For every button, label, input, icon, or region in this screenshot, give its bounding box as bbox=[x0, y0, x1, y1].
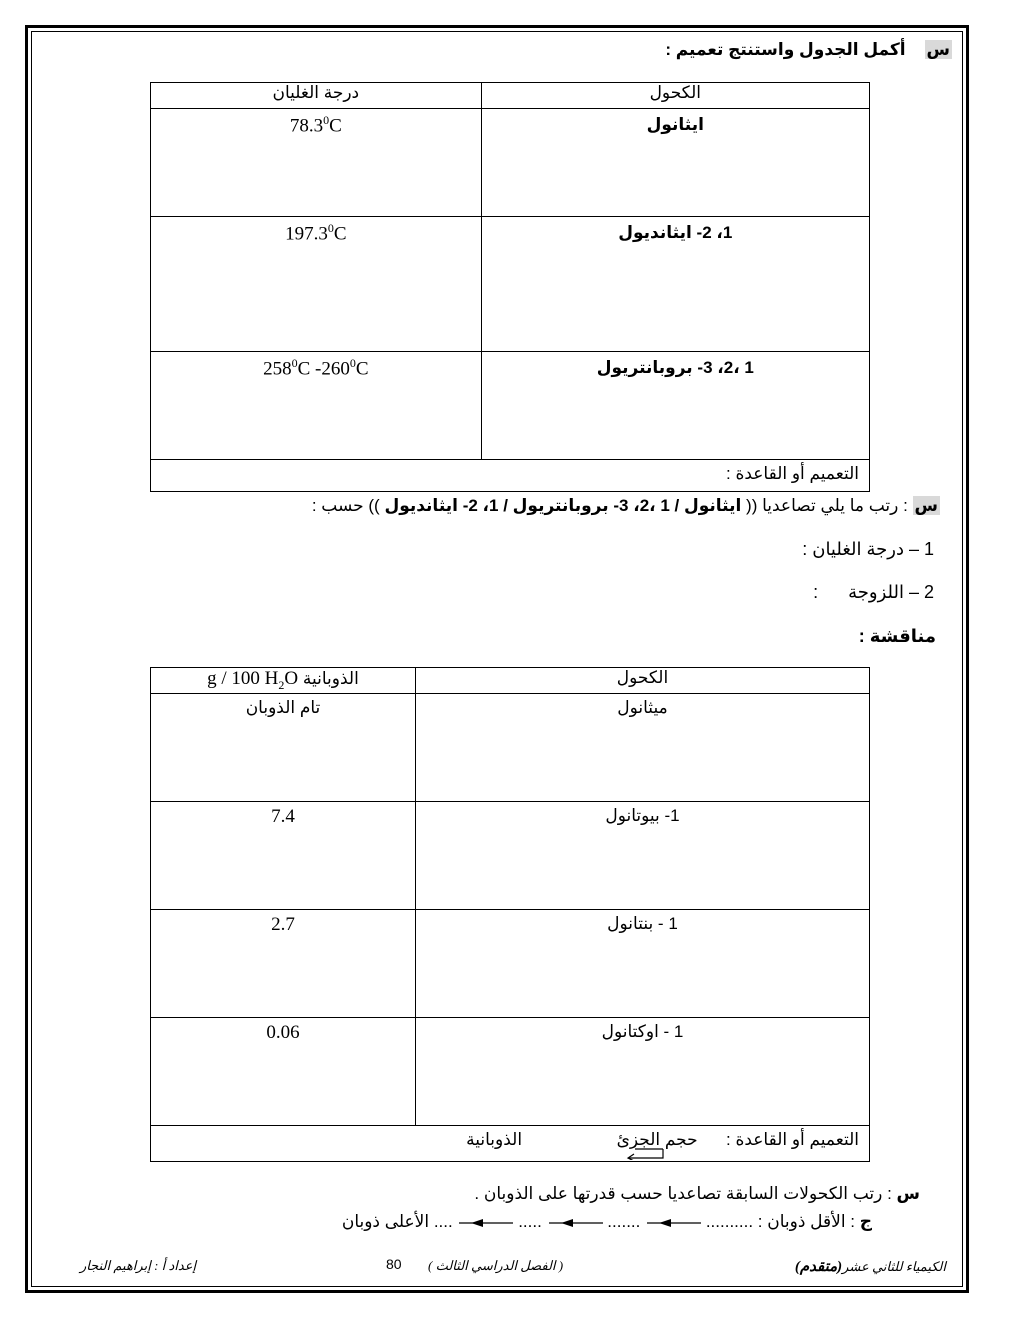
t2-row2-alcohol: 1- بيوتانول bbox=[415, 802, 869, 910]
question-2-mark: س bbox=[914, 496, 938, 515]
t1-row3-bp: $258^0C$ $-260^0C$ bbox=[151, 352, 482, 460]
footer-semester: ( الفصل الدراسي الثالث ) bbox=[428, 1258, 564, 1273]
t2-rule-p2: الذوبانية bbox=[466, 1130, 523, 1149]
t2-row1-alcohol: ميثانول bbox=[415, 694, 869, 802]
question-2 bbox=[312, 496, 940, 516]
t2-row3-solubility: 2.7 bbox=[151, 910, 416, 1018]
t1-header-boiling: درجة الغليان bbox=[151, 83, 482, 109]
t1-row3-alcohol: 1 ،2، 3- بروبانتريول bbox=[481, 352, 869, 460]
t2-rule-p1: حجم الجزئ bbox=[617, 1130, 698, 1150]
question-1-title: أكمل الجدول واستنتج تعميم : bbox=[665, 40, 906, 59]
arrow-left-icon bbox=[457, 1218, 513, 1228]
answer-3-dots3: ..... bbox=[518, 1212, 542, 1231]
table-row bbox=[151, 910, 870, 1018]
answer-3-mark: ج bbox=[859, 1212, 872, 1231]
boiling-point-table bbox=[150, 82, 870, 492]
table-row bbox=[151, 802, 870, 910]
answer-3-end: الأعلى ذوبان bbox=[341, 1212, 430, 1231]
t2-header-solubility: الذوبانية g / 100 $H_2O$ bbox=[151, 668, 416, 694]
t1-row2-bp: 197.3$^0$C bbox=[151, 217, 482, 352]
t1-header-alcohol: الكحول bbox=[481, 83, 869, 109]
t1-row1-bp: 78.3$^0$C bbox=[151, 109, 482, 217]
question-1 bbox=[665, 40, 952, 60]
solubility-table bbox=[150, 667, 870, 1162]
answer-3-dots2: ....... bbox=[607, 1212, 641, 1231]
t2-rule-label: التعميم أو القاعدة : bbox=[726, 1130, 859, 1149]
arrow-left-icon bbox=[645, 1218, 701, 1228]
table-row bbox=[151, 109, 870, 217]
t2-row2-solubility: 7.4 bbox=[151, 802, 416, 910]
table-row bbox=[151, 217, 870, 352]
t2-header-alcohol: الكحول bbox=[415, 668, 869, 694]
arrow-left-icon bbox=[547, 1218, 603, 1228]
table-row bbox=[151, 352, 870, 460]
t2-row3-alcohol: 1 - بنتانول bbox=[415, 910, 869, 1018]
question-3-text: : رتب الكحولات السابقة تصاعديا حسب قدرتها على الذوبان . bbox=[474, 1184, 892, 1203]
footer-author: إعداد أ : إبراهيم النجار bbox=[80, 1258, 197, 1273]
answer-3-dots4: .... bbox=[433, 1212, 453, 1231]
answer-3-lead: : الأقل ذوبان : .......... bbox=[705, 1212, 855, 1231]
t1-rule-cell: التعميم أو القاعدة : bbox=[151, 460, 870, 492]
left-arrow-icon bbox=[625, 1148, 665, 1160]
question-3 bbox=[474, 1184, 920, 1204]
table-row bbox=[151, 1018, 870, 1126]
table-row bbox=[151, 694, 870, 802]
question-2-items: ايثانول / 1 ،2، 3- بروبانتريول / 1، 2- ايثانديول bbox=[384, 496, 742, 515]
t2-row4-alcohol: 1 - اوكتانول bbox=[415, 1018, 869, 1126]
discussion-title: مناقشة : bbox=[858, 626, 936, 646]
question-1-mark: س bbox=[926, 40, 950, 59]
question-3-mark: س bbox=[896, 1184, 920, 1203]
criterion-viscosity: 2 – اللزوجة : bbox=[813, 582, 934, 602]
answer-3 bbox=[342, 1212, 872, 1232]
t1-row1-alcohol: ايثانول bbox=[481, 109, 869, 217]
t2-row4-solubility: 0.06 bbox=[151, 1018, 416, 1126]
criterion-boiling: 1 – درجة الغليان : bbox=[802, 539, 934, 559]
question-2-lead: : رتب ما يلي تصاعديا (( bbox=[746, 496, 908, 515]
footer-page-number: 80 bbox=[386, 1256, 402, 1272]
t1-row2-alcohol: 1، 2- ايثانديول bbox=[481, 217, 869, 352]
question-2-tail: )) حسب : bbox=[311, 496, 380, 515]
t2-rule-cell bbox=[151, 1126, 870, 1162]
t2-row1-solubility: تام الذوبان bbox=[151, 694, 416, 802]
footer-course: الكيمياء للثاني عشر(متقدم) bbox=[794, 1259, 946, 1275]
